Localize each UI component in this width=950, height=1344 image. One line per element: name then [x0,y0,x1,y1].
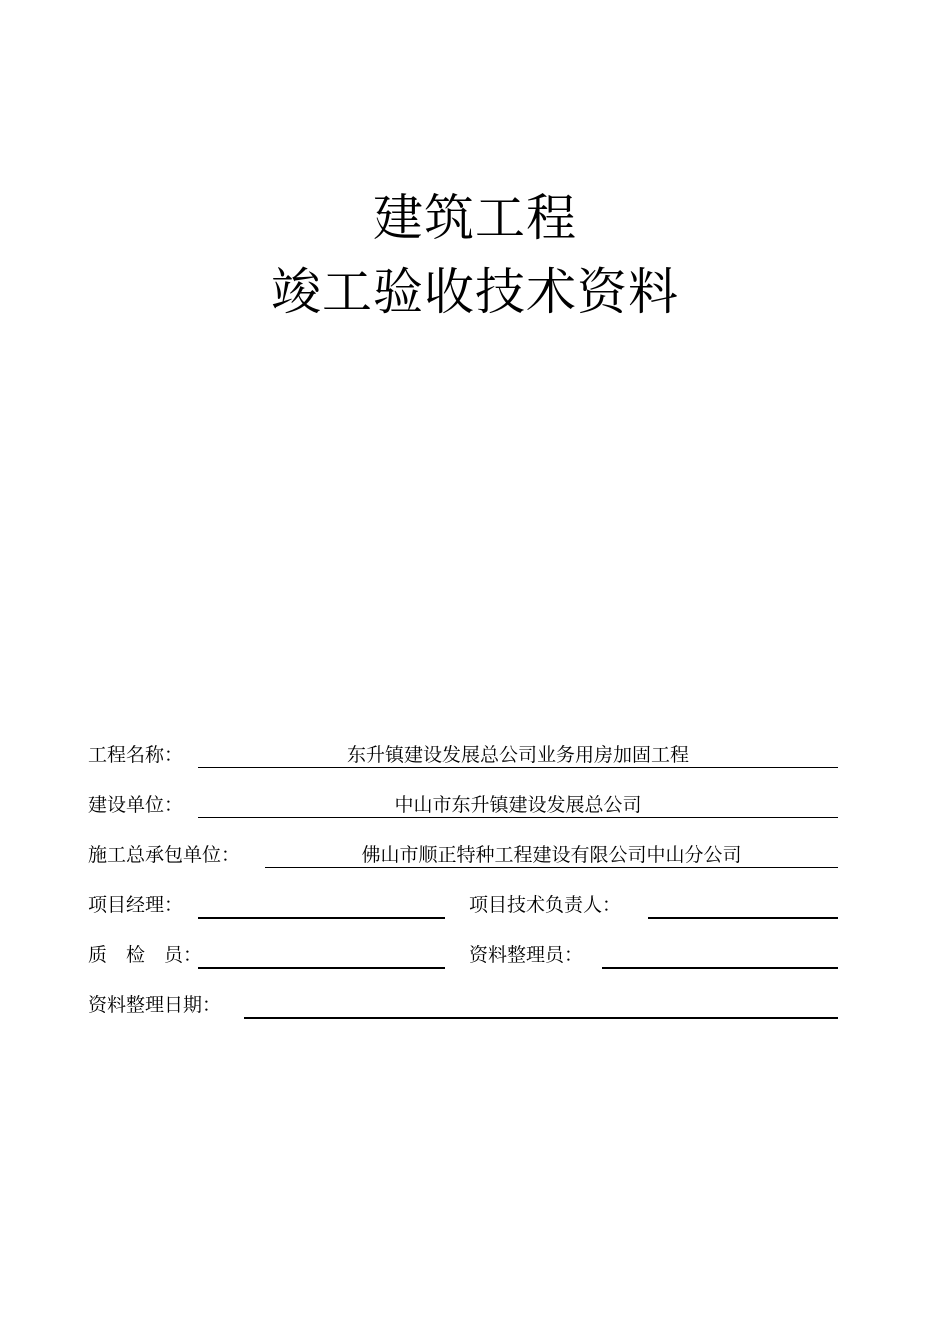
owner-row [88,793,840,821]
archive-date-row [88,993,840,1021]
contractor-row [88,843,840,871]
owner-field[interactable]: 中山市东升镇建设发展总公司 [198,793,838,818]
inspector-label: 质 检 员： [88,944,203,966]
project-name-label: 工程名称： [88,744,184,766]
archive-date-label: 资料整理日期： [88,994,222,1016]
tech-lead-label: 项目技术负责人： [469,894,622,916]
archive-date-field[interactable] [244,993,838,1019]
title-line-1: 建筑工程 [373,189,577,247]
project-name-field[interactable]: 东升镇建设发展总公司业务用房加固工程 [198,743,838,768]
manager-row [88,893,840,921]
contractor-label: 施工总承包单位： [88,844,241,866]
inspector-field[interactable] [198,943,445,969]
owner-label: 建设单位： [88,794,184,816]
inspector-row [88,943,840,971]
project-name-row [88,743,840,771]
title-line-2: 竣工验收技术资料 [271,263,679,321]
archivist-label: 资料整理员： [469,944,584,966]
contractor-field[interactable]: 佛山市顺正特种工程建设有限公司中山分公司 [265,843,838,868]
archivist-field[interactable] [602,943,838,969]
tech-lead-field[interactable] [648,893,838,919]
project-manager-field[interactable] [198,893,445,919]
project-manager-label: 项目经理： [88,894,184,916]
